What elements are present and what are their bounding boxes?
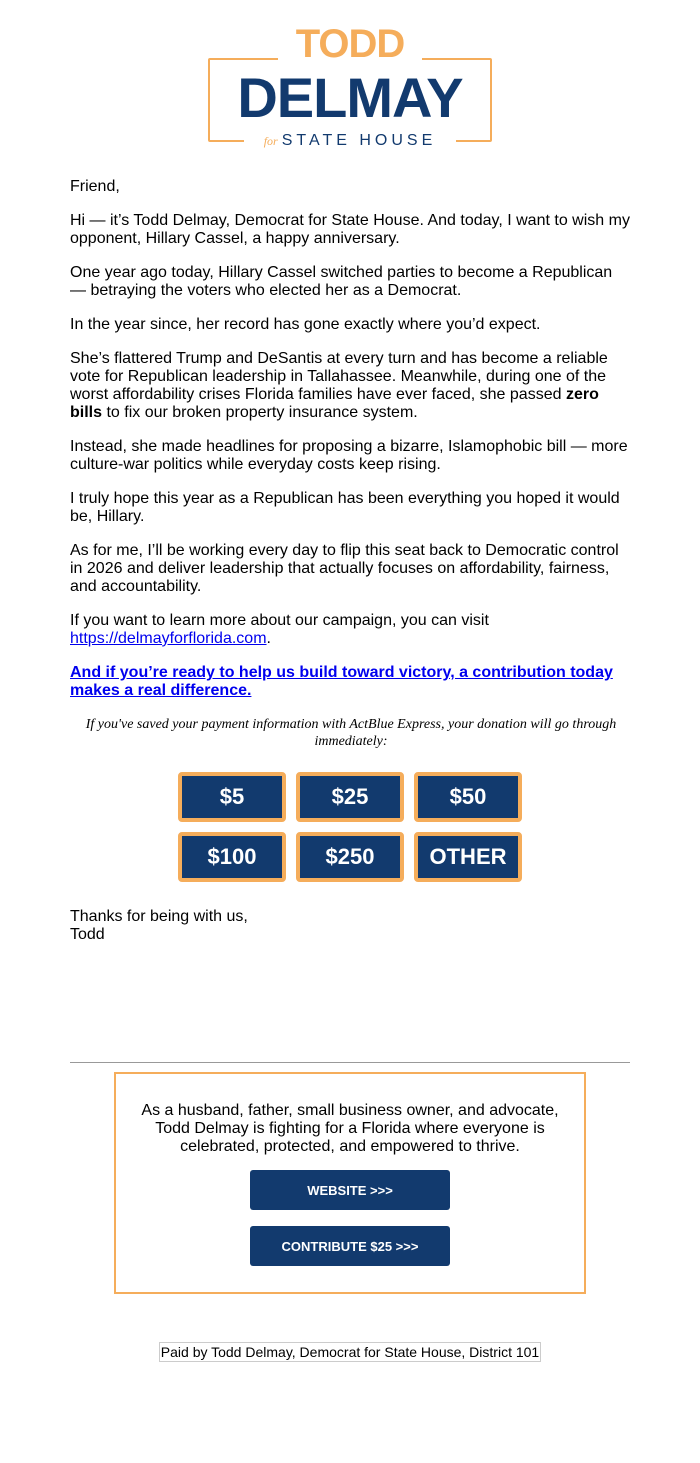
cta-paragraph (70, 664, 632, 700)
logo-office-text: STATE HOUSE (281, 132, 437, 149)
greeting: Friend, (70, 178, 120, 195)
contribute-25-button[interactable]: CONTRIBUTE $25 >>> (250, 1226, 450, 1266)
website-button[interactable]: WEBSITE >>> (250, 1170, 450, 1210)
campaign-logo (208, 22, 492, 152)
paid-by-disclaimer: Paid by Todd Delmay, Democrat for State House, District 101 (160, 1344, 540, 1360)
donate-100-button[interactable]: $100 (178, 832, 286, 882)
signoff-name: Todd (70, 926, 105, 943)
donate-5-button[interactable]: $5 (178, 772, 286, 822)
text: She’s flattered Trump and DeSantis at every turn and has become a reliable vote for Republican leadership in Tallahassee. Meanwhile, during one of the worst affordability crises Florida families have ever faced, she passed (70, 350, 608, 403)
website-link[interactable]: https://delmayforflorida.com (70, 630, 267, 647)
donate-50-button[interactable]: $50 (414, 772, 522, 822)
text: If you want to learn more about our campaign, you can visit (70, 612, 489, 629)
logo-office (244, 130, 456, 152)
footer-bio: As a husband, father, small business owner, and advocate, Todd Delmay is fighting for a Florida where everyone is celebrated, protected, and empowered to thrive. (141, 1102, 559, 1155)
signoff-line: Thanks for being with us, (70, 908, 248, 925)
paragraph (70, 612, 632, 648)
logo-for: for (263, 134, 278, 148)
paragraph: Instead, she made headlines for proposing a bizarre, Islamophobic bill — more culture-war politics while everyday costs keep rising. (70, 438, 628, 473)
email-body (70, 178, 632, 766)
signoff (70, 908, 248, 944)
paragraph (70, 350, 632, 422)
paragraph: As for me, I’ll be working every day to flip this seat back to Democratic control in 2026 and deliver leadership that actually focuses on affordability, fairness, and accountability. (70, 542, 619, 595)
paragraph: Hi — it’s Todd Delmay, Democrat for State House. And today, I want to wish my opponent, Hillary Cassel, a happy anniversary. (70, 212, 630, 247)
footer-box (114, 1072, 586, 1294)
text: . (266, 630, 271, 647)
text: to fix our broken property insurance system. (102, 404, 418, 421)
divider (70, 1062, 630, 1063)
paragraph: One year ago today, Hillary Cassel switched parties to become a Republican — betraying the voters who elected her as a Democrat. (70, 264, 613, 299)
donate-other-button[interactable]: OTHER (414, 832, 522, 882)
donate-25-button[interactable]: $25 (296, 772, 404, 822)
paragraph: In the year since, her record has gone exactly where you’d expect. (70, 316, 541, 333)
logo-first-name: TODD (278, 24, 422, 64)
logo-last-name: DELMAY (237, 66, 463, 129)
contribution-link[interactable]: And if you’re ready to help us build toward victory, a contribution today makes a real difference. (70, 664, 613, 699)
bold-text: zero bills (70, 386, 599, 421)
donate-250-button[interactable]: $250 (296, 832, 404, 882)
paragraph: I truly hope this year as a Republican has been everything you hoped it would be, Hillary. (70, 490, 620, 525)
actblue-note: If you've saved your payment information with ActBlue Express, your donation will go through immediately: (85, 717, 617, 749)
